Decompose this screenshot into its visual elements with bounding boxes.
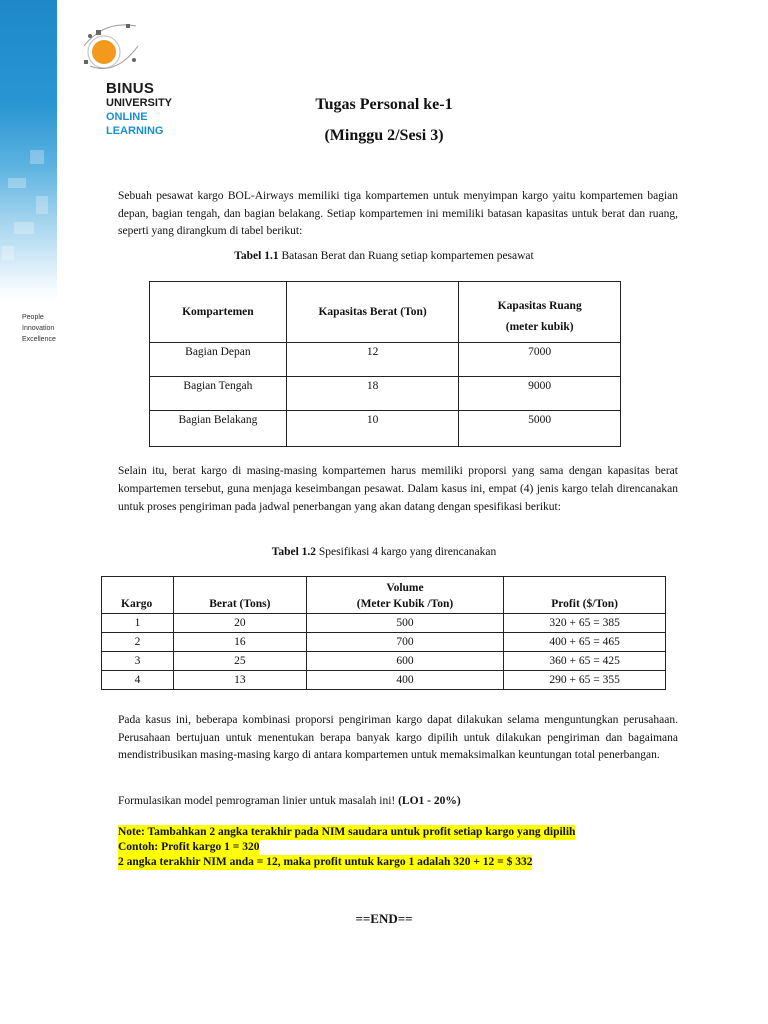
binus-logo-mark-icon (76, 16, 146, 82)
cell-volume: 700 (306, 633, 504, 652)
task-weight: (LO1 - 20%) (398, 795, 461, 807)
task-instruction (118, 793, 678, 811)
header-profit: Profit ($/Ton) (504, 577, 666, 614)
cell-profit: 290 + 65 = 355 (504, 671, 666, 690)
cell-berat: 16 (173, 633, 306, 652)
tagline (22, 312, 82, 345)
tagline-people: People (22, 314, 44, 321)
cell-berat: 20 (173, 614, 306, 633)
header-volume-line1: Volume (386, 582, 424, 594)
compartment-table (149, 281, 621, 447)
cell-kargo: 2 (102, 633, 174, 652)
note-nim-line: 2 angka terakhir NIM anda = 12, maka profit untuk kargo 1 adalah 320 + 12 = $ 332 (118, 856, 533, 868)
table2-caption (0, 546, 768, 558)
header-kompartemen: Kompartemen (150, 282, 287, 343)
cell-weight: 12 (286, 343, 459, 377)
cell-volume: 600 (306, 652, 504, 671)
cell-profit: 320 + 65 = 385 (504, 614, 666, 633)
table-row (150, 343, 621, 377)
table1-caption-text: Batasan Berat dan Ruang setiap kompartemen pesawat (278, 250, 534, 262)
cell-profit: 400 + 65 = 465 (504, 633, 666, 652)
intro-paragraph: Sebuah pesawat kargo BOL-Airways memiliki tiga kompartemen untuk menyimpan kargo yaitu kompartemen bagian depan, bagian tengah, dan bagian belakang. Setiap kompartemen ini memiliki batasan kapasitas untuk berat dan ruang, seperti yang dirangkum di tabel berikut: (118, 190, 678, 237)
table-row (102, 652, 666, 671)
page-subtitle: (Minggu 2/Sesi 3) (324, 127, 444, 144)
cell-space: 9000 (459, 377, 621, 411)
cell-kargo: 1 (102, 614, 174, 633)
logo-line-learning: LEARNING (106, 125, 164, 137)
cell-compartment: Bagian Belakang (150, 411, 287, 447)
header-berat: Berat (Tons) (173, 577, 306, 614)
cell-compartment: Bagian Tengah (150, 377, 287, 411)
tagline-innovation: Innovation (22, 325, 55, 332)
table1-caption-label: Tabel 1.1 (234, 250, 279, 262)
cell-profit: 360 + 65 = 425 (504, 652, 666, 671)
tagline-excellence: Excellence (22, 336, 56, 343)
cell-compartment: Bagian Depan (150, 343, 287, 377)
header-kapasitas-ruang-line2: (meter kubik) (505, 321, 574, 333)
end-marker: ==END== (355, 911, 413, 926)
table-row (102, 614, 666, 633)
cell-kargo: 4 (102, 671, 174, 690)
table-row (150, 377, 621, 411)
cargo-paragraph: Selain itu, berat kargo di masing-masing kompartemen harus memiliki proporsi yang sama dengan kapasitas berat kompartemen tersebut, guna menjaga keseimbangan pesawat. Dalam kasus ini, empat (4) jenis kargo telah direncanakan untuk proses pengiriman pada jadwal penerbangan yang akan datang dengan spesifikasi berikut: (118, 465, 678, 513)
header-kapasitas-ruang (459, 282, 621, 343)
header-volume-line2: (Meter Kubik /Ton) (356, 598, 454, 610)
cell-space: 5000 (459, 411, 621, 447)
header-volume (306, 577, 504, 614)
table-row (102, 633, 666, 652)
note-example-line: Contoh: Profit kargo 1 = 320 (118, 841, 260, 853)
cell-space: 7000 (459, 343, 621, 377)
logo-line-university: UNIVERSITY (106, 97, 173, 109)
task-text: Formulasikan model pemrograman linier untuk masalah ini! (118, 795, 399, 807)
note-line: Note: Tambahkan 2 angka terakhir pada NIM saudara untuk profit setiap kargo yang dipilih (118, 826, 576, 838)
header-kapasitas-berat: Kapasitas Berat (Ton) (286, 282, 459, 343)
cell-volume: 400 (306, 671, 504, 690)
table-row (150, 411, 621, 447)
objective-paragraph: Pada kasus ini, beberapa kombinasi proporsi pengiriman kargo dapat dilakukan selama menguntungkan perusahaan. Perusahaan bertujuan untuk menentukan berapa banyak kargo dipilih untuk dilakukan pengiriman dan bagaimana mendistribusikan masing-masing kargo di antara kompartemen untuk memaksimalkan keuntungan total penerbangan. (118, 714, 678, 761)
cell-berat: 13 (173, 671, 306, 690)
cell-weight: 10 (286, 411, 459, 447)
table-row (102, 671, 666, 690)
header-kapasitas-ruang-line1: Kapasitas Ruang (497, 300, 582, 312)
cell-weight: 18 (286, 377, 459, 411)
cell-kargo: 3 (102, 652, 174, 671)
cell-volume: 500 (306, 614, 504, 633)
table-header-row (150, 282, 621, 343)
logo-line-binus: BINUS (106, 80, 155, 97)
header-kargo: Kargo (102, 577, 174, 614)
table-header-row (102, 577, 666, 614)
table2-caption-label: Tabel 1.2 (271, 546, 317, 558)
table1-caption (0, 250, 768, 262)
cargo-table (101, 576, 666, 690)
table2-caption-text: Spesifikasi 4 kargo yang direncanakan (316, 546, 497, 558)
logo-line-online: ONLINE (106, 111, 148, 123)
cell-berat: 25 (173, 652, 306, 671)
page-title: Tugas Personal ke-1 (315, 96, 453, 113)
